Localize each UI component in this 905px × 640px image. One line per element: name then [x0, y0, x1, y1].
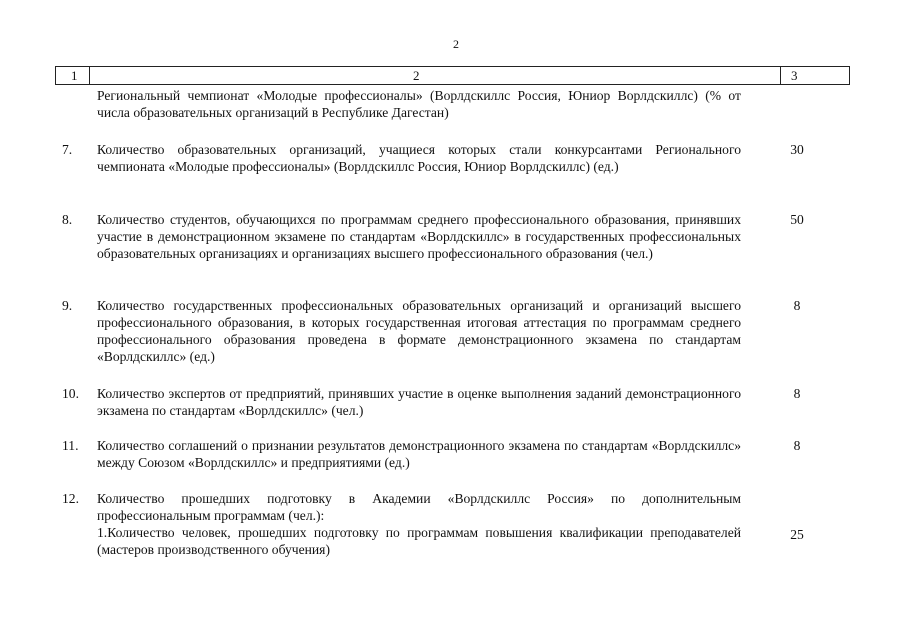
- row-number: 10.: [62, 386, 79, 401]
- row-number: 9.: [62, 298, 73, 313]
- table-header: [55, 66, 850, 85]
- row-value: 8: [793, 298, 801, 313]
- page-number: 2: [453, 37, 459, 51]
- row-text: Количество студентов, обучающихся по программам среднего профессионального образования, принявших участие в демонстрационном экзамене по стандартам «Ворлдскиллс» в государственных профессиональных образовательных организациях и организациях высшего профессионального образования (чел.): [97, 212, 741, 261]
- row-number: 8.: [62, 212, 73, 227]
- row-text: Количество государственных профессиональных образовательных организаций и организаций высшего профессионального образования, в которых государственная итоговая аттестация по программам среднего профессионального образования проведена в формате демонстрационного экзамена по стандартам «Ворлдскиллс» (ед.): [97, 298, 741, 364]
- row-number: 12.: [62, 491, 79, 506]
- row-value: 30: [790, 142, 804, 157]
- header-col-3: 3: [791, 68, 798, 83]
- row-number: 7.: [62, 142, 73, 157]
- row-text: Региональный чемпионат «Молодые профессионалы» (Ворлдскиллс Россия, Юниор Ворлдскиллс) (% от числа образовательных организаций в Республике Дагестан): [97, 88, 741, 120]
- row-text: Количество экспертов от предприятий, принявших участие в оценке выполнения заданий демонстрационного экзамена по стандартам «Ворлдскиллс» (чел.): [97, 386, 741, 418]
- table-border-line: [780, 67, 781, 84]
- row-text: Количество прошедших подготовку в Академии «Ворлдскиллс Россия» по дополнительным профессиональным программам (чел.):: [97, 491, 741, 523]
- row-text: Количество образовательных организаций, учащиеся которых стали конкурсантами Регионального чемпионата «Молодые профессионалы» (Ворлдскиллс Россия, Юниор Ворлдскиллс) (ед.): [97, 142, 741, 174]
- row-value: 8: [793, 438, 801, 453]
- table-border-line: [849, 67, 850, 84]
- table-border-line: [89, 67, 90, 84]
- row-value: 8: [793, 386, 801, 401]
- table-border-line: [55, 67, 56, 84]
- header-col-2: 2: [413, 68, 420, 83]
- row-value: 25: [790, 527, 804, 542]
- header-col-1: 1: [71, 68, 78, 83]
- row-number: 11.: [62, 438, 79, 453]
- row-subtext: 1.Количество человек, прошедших подготовку по программам повышения квалификации преподавателей (мастеров производственного обучения): [97, 525, 741, 557]
- row-text-block: [97, 490, 741, 558]
- row-text: Количество соглашений о признании результатов демонстрационного экзамена по стандартам «Ворлдскиллс» между Союзом «Ворлдскиллс» и предприятиями (ед.): [97, 438, 741, 470]
- row-value: 50: [790, 212, 804, 227]
